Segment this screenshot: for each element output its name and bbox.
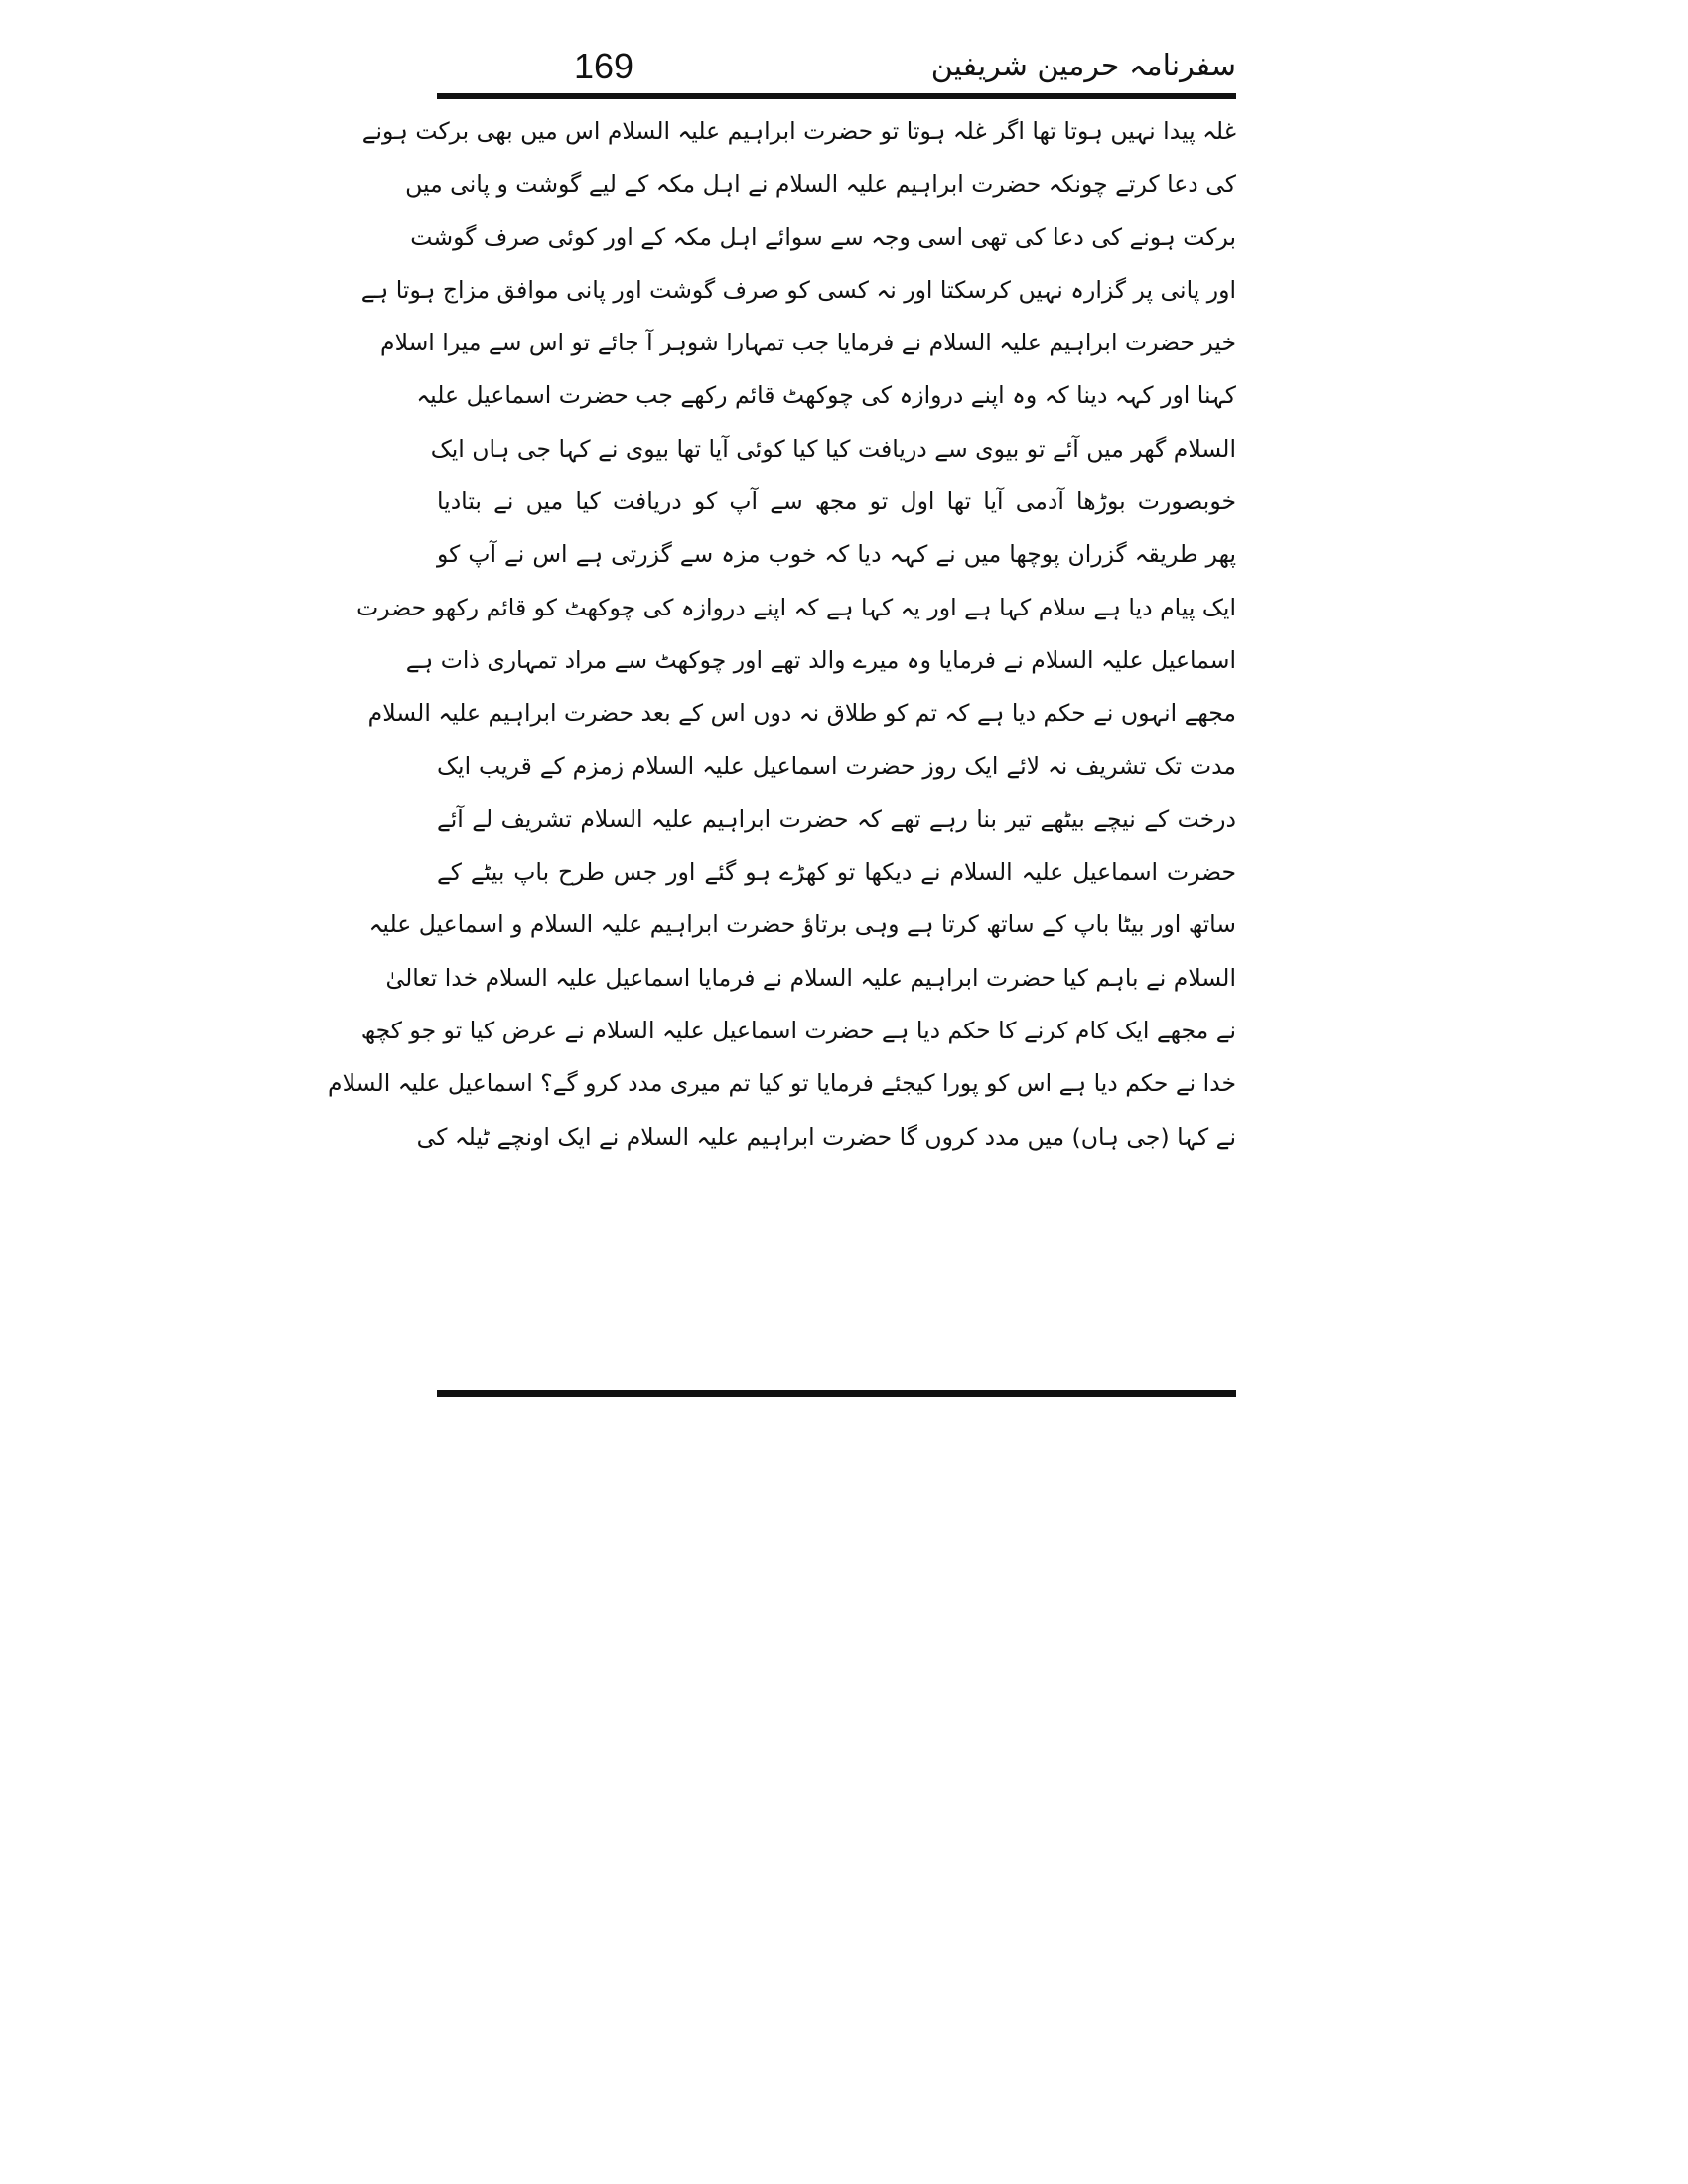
text-line: پھر طریقہ گزران پوچھا میں نے کہہ دیا کہ خوب مزہ سے گزرتی ہے اس نے آپ کو <box>437 540 1236 569</box>
text-line: خوبصورت بوڑھا آدمی آیا تھا اول تو مجھ سے آپ کو دریافت کیا میں نے بتادیا <box>437 487 1236 516</box>
text-line: اور پانی پر گزارہ نہیں کرسکتا اور نہ کسی کو صرف گوشت اور پانی موافق مزاج ہوتا ہے <box>360 275 1236 304</box>
text-line: نے کہا (جی ہاں) میں مدد کروں گا حضرت ابراہیم علیہ السلام نے ایک اونچے ٹیلہ کی <box>416 1122 1236 1151</box>
text-line: السلام گھر میں آئے تو بیوی سے دریافت کیا کیا کوئی آیا تھا بیوی نے کہا جی ہاں ایک <box>430 434 1236 463</box>
text-line: خیر حضرت ابراہیم علیہ السلام نے فرمایا جب تمہارا شوہر آ جائے تو اس سے میرا اسلام <box>380 329 1236 357</box>
book-title: سفرنامہ حرمین شریفین <box>930 49 1236 83</box>
text-line: مجھے انہوں نے حکم دیا ہے کہ تم کو طلاق نہ دوں اس کے بعد حضرت ابراہیم علیہ السلام <box>367 699 1236 728</box>
page-header <box>437 42 1236 91</box>
text-line: کہنا اور کہہ دینا کہ وہ اپنے دروازہ کی چوکھٹ قائم رکھے جب حضرت اسماعیل علیہ <box>416 381 1236 410</box>
text-line: ایک پیام دیا ہے سلام کہا ہے اور یہ کہا ہے کہ اپنے دروازہ کی چوکھٹ کو قائم رکھو حضرت <box>356 593 1236 621</box>
text-line: حضرت اسماعیل علیہ السلام نے دیکھا تو کھڑے ہو گئے اور جس طرح باپ بیٹے کے <box>437 858 1236 887</box>
text-line: درخت کے نیچے بیٹھے تیر بنا رہے تھے کہ حضرت ابراہیم علیہ السلام تشریف لے آئے <box>437 804 1236 833</box>
text-line: اسماعیل علیہ السلام نے فرمایا وہ میرے والد تھے اور چوکھٹ سے مراد تمہاری ذات ہے <box>405 645 1236 674</box>
header-rule <box>437 93 1236 99</box>
text-line: ساتھ اور بیٹا باپ کے ساتھ کرتا ہے وہی برتاؤ حضرت ابراہیم علیہ السلام و اسماعیل علیہ <box>368 910 1236 939</box>
page-number: 169 <box>574 46 634 86</box>
text-line: کی دعا کرتے چونکہ حضرت ابراہیم علیہ السلام نے اہل مکہ کے لیے گوشت و پانی میں <box>405 170 1236 199</box>
text-line: السلام نے باہم کیا حضرت ابراہیم علیہ السلام نے فرمایا اسماعیل علیہ السلام خدا تعالیٰ <box>385 963 1236 992</box>
text-line: نے مجھے ایک کام کرنے کا حکم دیا ہے حضرت اسماعیل علیہ السلام نے عرض کیا تو جو کچھ <box>360 1017 1236 1045</box>
text-line: برکت ہونے کی دعا کی تھی اسی وجہ سے سوائے اہل مکہ کے اور کوئی صرف گوشت <box>410 222 1236 251</box>
text-line: غلہ پیدا نہیں ہوتا تھا اگر غلہ ہوتا تو حضرت ابراہیم علیہ السلام اس میں بھی برکت ہونے <box>361 117 1236 145</box>
text-line: مدت تک تشریف نہ لائے ایک روز حضرت اسماعیل علیہ السلام زمزم کے قریب ایک <box>437 751 1236 780</box>
text-line: خدا نے حکم دیا ہے اس کو پورا کیجئے فرمایا تو کیا تم میری مدد کرو گے؟ اسماعیل علیہ السلام <box>328 1069 1236 1098</box>
body-text <box>328 105 1236 1163</box>
footer-rule <box>437 1390 1236 1397</box>
